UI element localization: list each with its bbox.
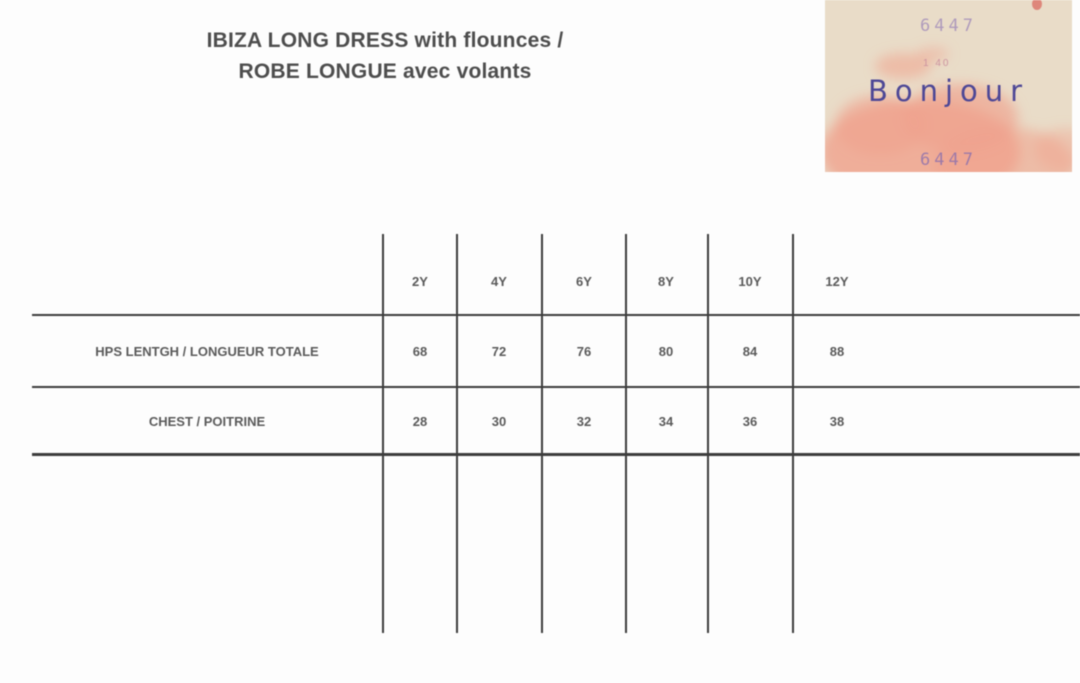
column-header-10y: 10Y	[738, 274, 762, 289]
table-value: 28	[412, 414, 428, 429]
table-value: 80	[658, 344, 674, 359]
column-header-4y: 4Y	[491, 274, 507, 289]
table-vertical-line	[792, 234, 794, 633]
row-label: HPS LENTGH / LONGUEUR TOTALE	[95, 344, 319, 359]
table-value: 76	[576, 344, 592, 359]
column-header-8y: 8Y	[658, 274, 674, 289]
table-value: 38	[829, 414, 845, 429]
column-header-6y: 6Y	[576, 274, 592, 289]
table-value: 30	[491, 414, 507, 429]
table-value: 36	[742, 414, 758, 429]
table-horizontal-line	[32, 453, 1080, 456]
label-code-top: 6447	[920, 16, 977, 36]
table-value: 32	[576, 414, 592, 429]
table-value: 84	[742, 344, 758, 359]
column-header-2y: 2Y	[412, 274, 428, 289]
row-label: CHEST / POITRINE	[148, 414, 266, 429]
table-value: 34	[658, 414, 674, 429]
label-code-bottom: 6447	[920, 150, 977, 170]
table-vertical-line	[456, 234, 458, 633]
table-vertical-line	[382, 234, 384, 633]
label-handwritten-note: 1 40	[923, 58, 951, 69]
table-horizontal-line	[32, 386, 1080, 388]
table-vertical-line	[707, 234, 709, 633]
table-vertical-line	[541, 234, 543, 633]
brand-name: Bonjour	[867, 74, 1030, 108]
table-value: 88	[829, 344, 845, 359]
table-vertical-line	[625, 234, 627, 633]
page-title-line2: ROBE LONGUE avec volants	[238, 60, 532, 83]
table-value: 72	[491, 344, 507, 359]
table-value: 68	[412, 344, 428, 359]
page-title-line1: IBIZA LONG DRESS with flounces /	[206, 29, 564, 52]
column-header-12y: 12Y	[825, 274, 849, 289]
table-horizontal-line	[32, 314, 1080, 316]
